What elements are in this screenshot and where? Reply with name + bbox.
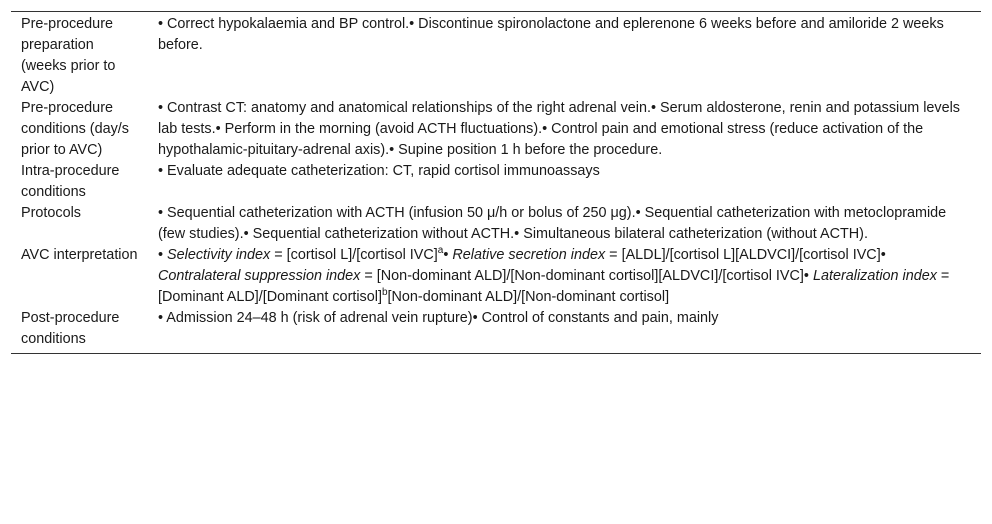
lateralization-index-term: Lateralization index bbox=[812, 268, 937, 284]
table-row bbox=[11, 12, 981, 98]
table-row bbox=[11, 308, 981, 353]
row-content: • Correct hypokalaemia and BP control.• Discontinue spironolactone and eplerenone 6 weeks before and amiloride 2 weeks before. bbox=[158, 16, 944, 53]
relative-secretion-index-term: Relative secretion index bbox=[452, 247, 606, 263]
avc-protocol-table bbox=[11, 11, 981, 354]
footnote-a: a bbox=[437, 245, 444, 257]
bullet: • bbox=[443, 247, 453, 263]
row-content: • Admission 24–48 h (risk of adrenal vein rupture)• Control of constants and pain, mainly bbox=[158, 310, 719, 326]
row-content: • Sequential catheterization with ACTH (infusion 50 μ/h or bolus of 250 μg).• Sequential catheterization with metoclopramide (few studies).• Sequential catheterization without ACTH.• Simultaneous bilateral catheterization (without ACTH). bbox=[158, 205, 947, 242]
bullet: • bbox=[880, 247, 886, 263]
table-row bbox=[11, 161, 981, 203]
table-row bbox=[11, 98, 981, 161]
row-content: • Evaluate adequate catheterization: CT, rapid cortisol immunoassays bbox=[158, 163, 600, 179]
row-label: AVC interpretation bbox=[21, 247, 138, 263]
row-label: Post-procedure conditions bbox=[21, 310, 120, 347]
contralateral-suppression-index-term: Contralateral suppression index bbox=[158, 268, 361, 284]
footnote-b: b bbox=[381, 287, 388, 299]
selectivity-index-formula: = [cortisol L]/[cortisol IVC] bbox=[270, 247, 438, 263]
lateralization-index-formula: = [Dominant ALD]/[Dominant cortisol] bbox=[158, 268, 950, 305]
selectivity-index-term: Selectivity index bbox=[167, 247, 271, 263]
row-label: Intra-procedure conditions bbox=[21, 163, 120, 200]
lateralization-index-denominator: [Non-dominant ALD]/[Non-dominant cortisol] bbox=[387, 289, 670, 305]
row-label: Pre-procedure conditions (day/s prior to AVC) bbox=[21, 100, 129, 158]
row-label: Protocols bbox=[21, 205, 81, 221]
table bbox=[11, 12, 981, 353]
bullet: • bbox=[158, 247, 168, 263]
table-row bbox=[11, 245, 981, 308]
bullet: • bbox=[803, 268, 813, 284]
row-content bbox=[148, 245, 981, 308]
table-row bbox=[11, 203, 981, 245]
row-content: • Contrast CT: anatomy and anatomical relationships of the right adrenal vein.• Serum aldosterone, renin and potassium levels lab tests.• Perform in the morning (avoid ACTH fluctuations).• Control pain and emotional stress (reduce activation of the hypothalamic-pituitary-adrenal axis).• Supine position 1 h before the procedure. bbox=[158, 100, 960, 158]
contralateral-suppression-index-formula: = [Non-dominant ALD]/[Non-dominant cortisol][ALDVCI]/[cortisol IVC] bbox=[360, 268, 804, 284]
relative-secretion-index-formula: = [ALDL]/[cortisol L][ALDVCI]/[cortisol IVC] bbox=[605, 247, 881, 263]
row-label: Pre-procedure preparation (weeks prior to AVC) bbox=[21, 16, 116, 95]
